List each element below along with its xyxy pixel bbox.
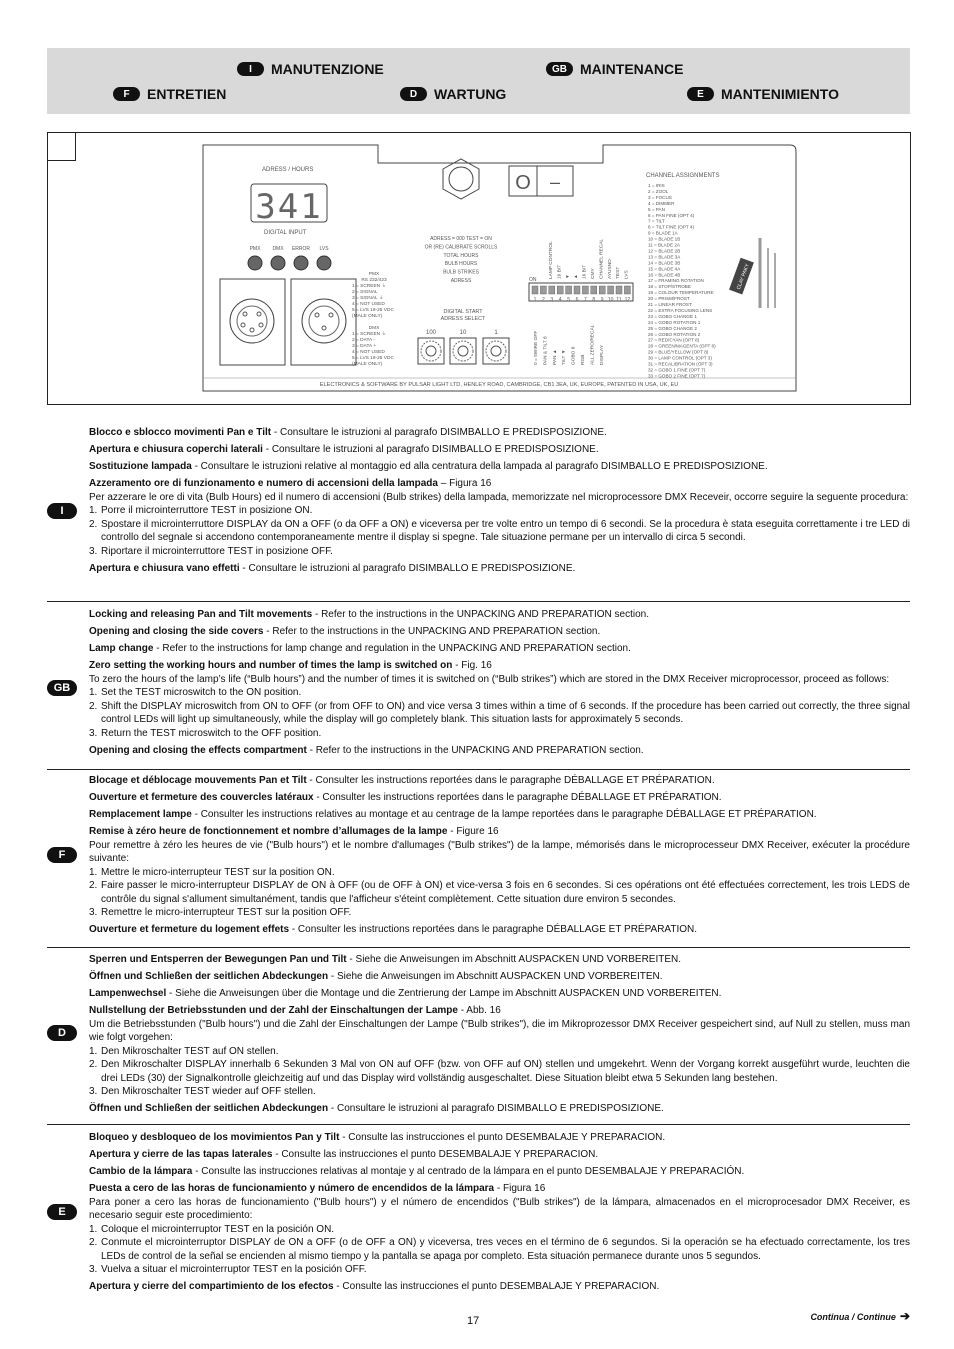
fuse-holder-nut bbox=[443, 159, 479, 199]
dip-function-label: LAMP CONTROL bbox=[549, 241, 554, 279]
instruction-heading: Öffnen und Schließen der seitlichen Abdeckungen bbox=[89, 971, 329, 982]
language-badge-fr: F bbox=[113, 87, 140, 101]
dip-switch bbox=[540, 286, 546, 294]
section-body bbox=[89, 608, 910, 761]
instruction-heading: Cambio de la lámpara bbox=[89, 1166, 193, 1177]
section-body bbox=[89, 774, 910, 940]
dip-function-label: ▲ bbox=[574, 274, 580, 279]
instruction-heading: Lamp change bbox=[89, 643, 154, 654]
step-number: 1. bbox=[89, 1045, 98, 1057]
dip-switch bbox=[557, 286, 563, 294]
instruction-text: - Refer to the instructions in the UNPACKING AND PREPARATION section. bbox=[263, 626, 601, 637]
pmx-pin-line: PMX bbox=[368, 272, 380, 277]
pmx-pin-line: (MALE ONLY) bbox=[352, 314, 383, 319]
procedure-steps bbox=[89, 866, 910, 920]
procedure-step bbox=[89, 866, 910, 880]
instruction-paragraph bbox=[89, 443, 910, 457]
instruction-heading: Blocco e sblocco movimenti Pan e Tilt bbox=[89, 427, 272, 438]
instruction-text: - Figura 16 bbox=[494, 1183, 546, 1194]
dip-option-label: RGB bbox=[581, 354, 586, 365]
step-number: 3. bbox=[89, 727, 98, 739]
instruction-heading: Nullstellung der Betriebsstunden und der Zahl der Einschaltungen der Lampe bbox=[89, 1005, 458, 1016]
header-item-it bbox=[237, 61, 384, 77]
page-number: 17 bbox=[467, 1315, 480, 1327]
step-number: 2. bbox=[89, 1237, 98, 1248]
instruction-paragraph bbox=[89, 1280, 910, 1294]
instruction-heading: Bloqueo y desbloqueo de los movimientos Pan y Tilt bbox=[89, 1132, 340, 1143]
step-number: 2. bbox=[89, 880, 98, 891]
instruction-paragraph bbox=[89, 825, 910, 839]
dip-option-label: 0 = 5WIRE OFF bbox=[534, 330, 539, 365]
dip-option-label: PAN ▲ bbox=[552, 349, 558, 365]
channel-assignment: 7 = TILT bbox=[648, 218, 665, 224]
instruction-text: - Consulter les instructions reportées dans le paragraphe DÉBALLAGE ET PRÉPARATION. bbox=[306, 775, 715, 786]
status-led bbox=[294, 256, 308, 270]
instruction-text: - Fig. 16 bbox=[452, 660, 492, 671]
header-item-es bbox=[687, 86, 839, 102]
led-label: PMX bbox=[249, 246, 261, 252]
procedure-step bbox=[89, 1058, 910, 1085]
instruction-heading: Sostituzione lampada bbox=[89, 461, 192, 472]
dip-option-label: TILT ▼ bbox=[562, 349, 568, 365]
step-text: Den Mikroschalter TEST wieder auf OFF stellen. bbox=[101, 1086, 316, 1097]
dip-option-label: PAN & TILT 8 bbox=[543, 336, 549, 365]
dip-number: 3 bbox=[550, 297, 554, 303]
procedure-intro: Pour remettre à zéro les heures de vie ("Bulb hours") et le nombre d'allumages ("Bulb strikes") de la lampe, mémorisés dans le microprocesseur DMX Receiver, exécuter la procédure suivante: bbox=[89, 839, 910, 864]
procedure-intro: Per azzerare le ore di vita (Bulb Hours) ed il numero di accensioni (Bulb strikes) della lampada, memorizzate nel microprocessore DMX Receveir, occorre seguire la seguente procedura: bbox=[89, 491, 909, 503]
instruction-text: - Consulter les instructions reportées dans le paragraphe DÉBALLAGE ET PRÉPARATION. bbox=[313, 792, 722, 803]
status-led bbox=[271, 256, 285, 270]
channel-assignment: 8 = TILT FINE (OPT 4) bbox=[648, 224, 694, 230]
channel-assignment: 4 = DIMMER bbox=[648, 200, 675, 206]
step-text: Riportare il microinterruttore TEST in posizione OFF. bbox=[101, 545, 333, 557]
dip-number: 1 bbox=[533, 297, 537, 303]
instruction-text: - Siehe die Anweisungen über die Montage und die Zentrierung der Lampe im Abschnitt AUSPACKEN UND VORBEREITEN. bbox=[166, 988, 722, 999]
dip-function-label: LVS bbox=[624, 270, 630, 279]
dip-option-label: DISPLAY bbox=[599, 345, 605, 365]
instruction-heading: Opening and closing the side covers bbox=[89, 626, 264, 637]
arrow-right-icon: ➔ bbox=[899, 1309, 910, 1323]
digital-start-line: ADRESS SELECT bbox=[440, 316, 486, 322]
dip-switch bbox=[591, 286, 597, 294]
channel-assignment: 16 = BLADE 4B bbox=[648, 272, 681, 278]
dip-switch bbox=[608, 286, 614, 294]
dmx-pin-line: 4 = NOT USED bbox=[352, 350, 385, 355]
instruction-text: - Consulte las instrucciones relativas al montaje y al centrado de la lámpara en el punto DESEMBALAJE Y PREPARACIÓN. bbox=[192, 1166, 745, 1177]
language-badge: F bbox=[47, 847, 77, 863]
procedure-step bbox=[89, 686, 910, 700]
dip-switch bbox=[532, 286, 538, 294]
channel-assignment: 23 = GOBO CHANGE 1 bbox=[648, 313, 697, 319]
dip-function-label: AYUSNO bbox=[607, 259, 613, 279]
instruction-heading: Zero setting the working hours and number of times the lamp is switched on bbox=[89, 660, 453, 671]
instruction-paragraph bbox=[89, 1148, 910, 1162]
instruction-heading: Ouverture et fermeture des couvercles latéraux bbox=[89, 792, 314, 803]
step-number: 2. bbox=[89, 518, 98, 530]
channel-assignment: 13 = BLADE 3A bbox=[648, 254, 681, 260]
channel-assignment: 29 = BLUE/YELLOW (OPT 8) bbox=[648, 349, 709, 355]
procedure-steps bbox=[89, 686, 910, 740]
instruction-text: - Siehe die Anweisungen im Abschnitt AUSPACKEN UND VORBEREITEN. bbox=[328, 971, 663, 982]
status-led bbox=[317, 256, 331, 270]
instruction-heading: Apertura e chiusura vano effetti bbox=[89, 562, 240, 574]
section-body bbox=[89, 1131, 910, 1297]
channel-assignment: 25 = GOBO CHANGE 2 bbox=[648, 325, 697, 331]
digital-start-line: DIGITAL START bbox=[443, 309, 483, 315]
instruction-text: - Consultare le istruzioni al paragrafo DISIMBALLO E PREDISPOSIZIONE. bbox=[271, 427, 607, 438]
instruction-heading: Apertura y cierre del compartimiento de los efectos bbox=[89, 1281, 334, 1292]
procedure-step bbox=[89, 1263, 910, 1277]
instruction-text: - Refer to the instructions in the UNPACKING AND PREPARATION section. bbox=[312, 609, 649, 620]
channel-assignment: 18 = STOP/STROBE bbox=[648, 284, 691, 290]
display-readout: 341 bbox=[255, 187, 323, 227]
continue-note bbox=[810, 1309, 910, 1323]
dip-switch bbox=[616, 286, 622, 294]
language-badge: I bbox=[47, 503, 77, 519]
clay-paky-stamp bbox=[729, 258, 754, 295]
procedure-step bbox=[89, 700, 910, 727]
dip-number: 6 bbox=[575, 297, 579, 303]
rotary-switch bbox=[483, 338, 509, 364]
channel-assignments-list bbox=[648, 183, 716, 378]
procedure-steps bbox=[89, 504, 910, 558]
dip-on-label: ON bbox=[529, 277, 537, 283]
channel-assignment: 28 = GREEN/MAGENTA (OPT 8) bbox=[648, 343, 716, 349]
channel-assignment: 10 = BLADE 1B bbox=[648, 236, 681, 242]
instruction-paragraph bbox=[89, 953, 910, 967]
dip-function-label: 16 BIT bbox=[557, 264, 563, 279]
adress-line: OR (RE) CALIBRATE SCROLLS bbox=[424, 244, 498, 251]
instruction-text: - Consultare le istruzioni relative al montaggio ed alla centratura della lampada al paragrafo DISIMBALLO E PREDISPOSIZIONE. bbox=[191, 461, 768, 472]
instruction-text: - Refer to the instructions in the UNPACKING AND PREPARATION section. bbox=[306, 744, 644, 756]
step-number: 3. bbox=[89, 1086, 98, 1097]
instruction-text: - Consulter les instructions reportées dans le paragraphe DÉBALLAGE ET PRÉPARATION. bbox=[289, 924, 698, 935]
instruction-text: - Abb. 16 bbox=[457, 1005, 501, 1016]
instruction-heading: Apertura e chiusura coperchi laterali bbox=[89, 444, 263, 455]
instruction-text: - Consulte las instrucciones el punto DESEMBALAJE Y PREPARACION. bbox=[339, 1132, 666, 1143]
pmx-pin-line: 4 = NOT USED bbox=[352, 302, 385, 307]
instruction-paragraph bbox=[89, 744, 910, 758]
instruction-text: - Siehe die Anweisungen im Abschnitt AUSPACKEN UND VORBEREITEN. bbox=[346, 954, 682, 965]
led-label: ERROR bbox=[291, 246, 311, 252]
channel-assignment: 6 = PAN FINE (OPT 4) bbox=[648, 212, 695, 218]
dip-number: 8 bbox=[592, 297, 596, 303]
dip-number: 12 bbox=[624, 297, 631, 303]
dip-switch bbox=[582, 286, 588, 294]
procedure-steps bbox=[89, 1223, 910, 1277]
dip-function-label: 16 BIT bbox=[582, 264, 588, 279]
section-divider bbox=[47, 769, 910, 770]
language-badge-gb: GB bbox=[546, 62, 573, 76]
channel-assignment: 9 = BLADE 1A bbox=[648, 230, 678, 236]
control-panel-figure bbox=[47, 132, 911, 405]
instruction-paragraph bbox=[89, 460, 910, 474]
step-text: Porre il microinterruttore TEST in posizione ON. bbox=[101, 505, 313, 516]
section-header bbox=[47, 48, 910, 114]
dip-option-label: ALL ZERO/RECAL bbox=[590, 324, 596, 365]
instruction-heading: Öffnen und Schließen der seitlichen Abdeckungen bbox=[89, 1103, 329, 1114]
channel-assignment: 26 = GOBO ROTATION 2 bbox=[648, 331, 701, 337]
dip-number: 10 bbox=[607, 297, 614, 303]
panel-footer-text: ELECTRONICS & SOFTWARE BY PULSAR LIGHT LTD, HENLEY ROAD, CAMBRIDGE, CB1 3EA, UK, EUROPE, PATENTED IN USA, UK, EU bbox=[319, 382, 679, 388]
dmx-pin-line: 5 = LVS 18-25 VDC bbox=[352, 356, 394, 361]
step-text: Spostare il microinterruttore DISPLAY da ON a OFF (o da OFF a ON) e viceversa per tre volte entro un tempo di 6 secondi. Se la procedura è stata eseguita correttamente i tre LED di controllo del segnale si accendono contemporaneamente mentre il display si spegne. Tale situazione permane per un intervallo di circa 5 secondi. bbox=[101, 518, 910, 543]
instruction-text: - Consultare le istruzioni al paragrafo DISIMBALLO E PREDISPOSIZIONE. bbox=[328, 1103, 664, 1114]
step-number: 2. bbox=[89, 1059, 98, 1070]
language-badge-it: I bbox=[237, 62, 264, 76]
rotary-switches bbox=[418, 330, 509, 364]
header-item-gb bbox=[546, 61, 683, 77]
procedure-intro: Um die Betriebsstunden ("Bulb hours") und die Zahl der Einschaltungen der Lampe ("Bulb strikes"), die im Mikroprozessor DMX Receiver gespeichert sind, auf Null zu stellen, muss man wie folgt vorgehen: bbox=[89, 1018, 910, 1043]
pmx-pinout-text bbox=[352, 271, 394, 319]
instruction-paragraph bbox=[89, 808, 910, 822]
instruction-heading: Apertura y cierre de las tapas laterales bbox=[89, 1149, 273, 1160]
channel-assignment: 24 = GOBO ROTATION 1 bbox=[648, 319, 701, 325]
section-divider bbox=[47, 1124, 910, 1125]
status-leds bbox=[248, 246, 331, 270]
channel-assignment: 31 = RECALIBRATION (OPT 3) bbox=[648, 361, 713, 367]
dmx-pin-line: 2 = DATA - bbox=[352, 338, 375, 343]
instruction-paragraph bbox=[89, 477, 910, 491]
step-number: 3. bbox=[89, 907, 98, 918]
language-badge: D bbox=[47, 1025, 77, 1041]
procedure-step bbox=[89, 545, 910, 559]
instruction-paragraph bbox=[89, 774, 910, 788]
dip-number: 2 bbox=[542, 297, 545, 303]
adress-hours-label: ADRESS / HOURS bbox=[262, 167, 314, 173]
instruction-paragraph bbox=[89, 1102, 910, 1116]
section-body bbox=[89, 953, 910, 1119]
instruction-heading: Blocage et déblocage mouvements Pan et Tilt bbox=[89, 775, 307, 786]
header-title-de: WARTUNG bbox=[434, 86, 507, 102]
channel-assignment: 3 = FOCUS bbox=[648, 194, 672, 200]
step-number: 1. bbox=[89, 687, 98, 698]
step-text: Conmute el microinterruptor DISPLAY de ON a OFF (o de OFF a ON) y viceversa, tres veces en el término de 6 segundos. Si la operación se ha efectuado correctamente, los tres LEDs de control de la señal se encienden al mismo tiempo y la pantalla se apaga por completo. Esta situación permanece durante unos 5 segundos. bbox=[101, 1237, 910, 1262]
header-title-it: MANUTENZIONE bbox=[271, 61, 384, 77]
instruction-heading: Ouverture et fermeture du logement effets bbox=[89, 924, 290, 935]
header-item-fr bbox=[113, 86, 226, 102]
channel-assignment: 17 = FRAMING ROTATION bbox=[648, 278, 704, 284]
instruction-heading: Sperren und Entsperren der Bewegungen Pan und Tilt bbox=[89, 954, 347, 965]
step-number: 3. bbox=[89, 545, 98, 557]
channel-assignment: 21 = LINEAR FROST bbox=[648, 302, 692, 307]
instruction-paragraph bbox=[89, 970, 910, 984]
dip-function-label: CHANNEL RECAL bbox=[599, 238, 605, 279]
instruction-paragraph bbox=[89, 659, 910, 673]
dip-number: 5 bbox=[567, 297, 570, 303]
dip-switch bbox=[624, 286, 630, 294]
dip-switch bbox=[574, 286, 580, 294]
channel-assignments-title: CHANNEL ASSIGNMENTS bbox=[646, 173, 720, 179]
instruction-heading: Remise à zéro heure de fonctionnement et nombre d’allumages de la lampe bbox=[89, 826, 448, 837]
dmx-pin-line: 3 = DATA + bbox=[352, 344, 377, 349]
instruction-paragraph bbox=[89, 608, 910, 622]
channel-assignment: 32 = GOBO 1 FINE (OPT 7) bbox=[648, 367, 706, 373]
section-body bbox=[89, 426, 910, 579]
adress-text-block bbox=[425, 236, 498, 284]
instruction-text: - Consultare le istruzioni al paragrafo DISIMBALLO E PREDISPOSIZIONE. bbox=[239, 562, 576, 574]
pmx-pin-line: 3 = SIGNAL ⏚ bbox=[352, 296, 384, 301]
instruction-paragraph bbox=[89, 642, 910, 656]
rotary-label: 1 bbox=[494, 330, 498, 336]
instruction-paragraph bbox=[89, 426, 910, 440]
header-title-gb: MAINTENANCE bbox=[580, 61, 684, 77]
continue-label: Continua / Continue bbox=[810, 1312, 896, 1322]
step-text: Shift the DISPLAY microswitch from ON to OFF (or from OFF to ON) and vice versa 3 times within a time of 6 seconds. If the procedure has been carried out correctly, the three signal control LEDs will light up simultaneously, while the display will go completely blank. This situation lasts for approximately 5 seconds. bbox=[101, 700, 910, 725]
channel-assignment: 15 = BLADE 4A bbox=[648, 266, 681, 272]
instruction-heading: Azzeramento ore di funzionamento e numero di accensioni della lampada bbox=[89, 478, 438, 489]
instruction-text: - Figure 16 bbox=[447, 826, 499, 837]
procedure-step bbox=[89, 518, 910, 545]
status-led bbox=[248, 256, 262, 270]
channel-assignment: 27 = RED/CYAN (OPT 8) bbox=[648, 337, 700, 343]
adress-line: ADRESS bbox=[450, 278, 472, 284]
instruction-text: - Consulte las instrucciones el punto DESEMBALAJE Y PREPARACION. bbox=[272, 1149, 599, 1160]
rotary-label: 100 bbox=[425, 330, 437, 336]
channel-assignment: 14 = BLADE 3B bbox=[648, 260, 681, 266]
dip-number: 4 bbox=[558, 297, 562, 303]
procedure-intro: Para poner a cero las horas de funcionamiento ("Bulb hours") y el número de encendidos ("Bulb strikes") de la lámpara, almacenados en el microprocesador DMX Receiver, es necesario seguir este procedimiento: bbox=[89, 1196, 910, 1221]
channel-assignment: 2 = ZOOL bbox=[648, 188, 669, 194]
step-number: 1. bbox=[89, 866, 98, 878]
digital-input-label: DIGITAL INPUT bbox=[264, 230, 307, 236]
procedure-step bbox=[89, 906, 910, 920]
svg-text:CLAY PAKY: CLAY PAKY bbox=[735, 263, 751, 291]
procedure-step bbox=[89, 879, 910, 906]
instruction-heading: Puesta a cero de las horas de funcionamiento y número de encendidos de la lámpara bbox=[89, 1183, 495, 1194]
step-number: 1. bbox=[89, 505, 98, 516]
step-text: Mettre le micro-interrupteur TEST sur la position ON. bbox=[101, 866, 335, 878]
pmx-pin-line: 2 = SIGNAL bbox=[352, 290, 378, 295]
procedure-step bbox=[89, 504, 910, 518]
language-badge-es: E bbox=[687, 87, 714, 101]
step-text: Faire passer le micro-interrupteur DISPLAY de ON à OFF (ou de OFF à ON) et vice-versa 3 fois en 6 secondes. Si ces opérations ont été effectuées correctement, les trois LEDS de contrôle du signal s'allument simultanément, tandis que l'afficheur s'éteint complètement. Cette situation dure environ 5 secondes. bbox=[101, 880, 910, 905]
instruction-paragraph bbox=[89, 562, 910, 576]
adress-line: BULB STRIKES bbox=[443, 269, 479, 276]
language-badge: GB bbox=[47, 680, 77, 696]
instruction-paragraph bbox=[89, 1182, 910, 1196]
channel-assignment: 5 = PAN bbox=[648, 206, 665, 212]
header-item-de bbox=[400, 86, 506, 102]
instruction-heading: Opening and closing the effects compartment bbox=[89, 744, 307, 756]
step-text: Coloque el microinterruptor TEST en la posición ON. bbox=[101, 1223, 335, 1235]
procedure-step bbox=[89, 1085, 910, 1099]
dip-number: 9 bbox=[600, 297, 604, 303]
step-number: 3. bbox=[89, 1264, 98, 1275]
led-label: LVS bbox=[319, 246, 329, 252]
dip-function-label: TEST bbox=[616, 266, 622, 279]
instruction-text: – Figura 16 bbox=[437, 478, 492, 489]
dmx-pin-line: (MALE ONLY) bbox=[352, 362, 383, 367]
instruction-heading: Locking and releasing Pan and Tilt movements bbox=[89, 609, 313, 620]
rotary-switch bbox=[450, 338, 476, 364]
dip-switch bbox=[599, 286, 605, 294]
header-title-es: MANTENIMIENTO bbox=[721, 86, 839, 102]
instruction-heading: Remplacement lampe bbox=[89, 809, 192, 820]
procedure-step bbox=[89, 1236, 910, 1263]
section-divider bbox=[47, 601, 910, 602]
panel-drawing bbox=[48, 133, 912, 406]
digital-start-text bbox=[441, 309, 486, 322]
step-text: Den Mikroschalter TEST auf ON stellen. bbox=[101, 1045, 279, 1057]
step-text: Vuelva a situar el microinterruptor TEST en la posición OFF. bbox=[101, 1264, 367, 1275]
procedure-steps bbox=[89, 1045, 910, 1099]
channel-assignment: 33 = GOBO 2 FINE (OPT 7) bbox=[648, 373, 706, 379]
pmx-pin-line: 1 = SCREEN ⏚ bbox=[352, 284, 387, 289]
channel-assignment: 1 = IRIS bbox=[648, 183, 665, 188]
instruction-paragraph bbox=[89, 1004, 910, 1018]
pmx-pin-line: 5 = LVS 18-25 VDC bbox=[352, 308, 394, 313]
switch-on-symbol: – bbox=[549, 172, 561, 192]
section-divider bbox=[47, 947, 910, 948]
dip-option-label: GOBO 8 bbox=[571, 346, 577, 365]
pmx-pin-line: RS 232/423 bbox=[361, 278, 387, 283]
switch-off-symbol: O bbox=[515, 172, 531, 194]
adress-line: BULB HOURS bbox=[444, 261, 478, 268]
instruction-paragraph bbox=[89, 791, 910, 805]
instruction-paragraph bbox=[89, 1165, 910, 1179]
dmx-pin-line: DMX bbox=[368, 326, 380, 331]
instruction-text: - Consulter les instructions relatives au montage et au centrage de la lampe reportées dans le paragraphe DÉBALLAGE ET PRÉPARATION. bbox=[191, 809, 817, 820]
side-label-lines bbox=[760, 238, 775, 308]
channel-assignment: 12 = BLADE 2B bbox=[648, 248, 681, 254]
adress-line: TOTAL HOURS bbox=[443, 252, 479, 259]
step-number: 1. bbox=[89, 1223, 98, 1235]
step-number: 2. bbox=[89, 700, 98, 712]
dip-number: 7 bbox=[584, 297, 587, 303]
dip-number: 11 bbox=[616, 297, 622, 303]
step-text: Den Mikroschalter DISPLAY innerhalb 6 Sekunden 3 Mal von ON auf OFF (bzw. von OFF auf ON) stellen und umgekehrt. Wenn der Vorgang korrekt ausgeführt wurde, leuchten die drei LEDs (30) der Signalkontrolle gleichzeitig auf und das Display wird vollständig ausgeschaltet. Diese Situation bleibt etwa 5 Sekunden lang bestehen. bbox=[101, 1059, 910, 1084]
rotary-switch bbox=[418, 338, 444, 364]
dip-switch bbox=[549, 286, 555, 294]
channel-assignment: 30 = LAMP CONTROL (OPT 3) bbox=[648, 355, 712, 361]
instruction-paragraph bbox=[89, 1131, 910, 1145]
step-text: Set the TEST microswitch to the ON position. bbox=[101, 687, 302, 698]
procedure-step bbox=[89, 727, 910, 741]
instruction-heading: Lampenwechsel bbox=[89, 988, 167, 999]
procedure-step bbox=[89, 1045, 910, 1059]
instruction-text: - Consultare le istruzioni al paragrafo DISIMBALLO E PREDISPOSIZIONE. bbox=[262, 444, 599, 455]
procedure-intro: To zero the hours of the lamp’s life (“Bulb hours”) and the number of times it is switched on (“Bulb strikes”) which are stored in the DMX Receiver microprocessor, proceed as follows: bbox=[89, 673, 890, 685]
dip-switch bbox=[566, 286, 572, 294]
header-title-fr: ENTRETIEN bbox=[147, 86, 227, 102]
dmx-pin-line: 1 = SCREEN ⏚ bbox=[352, 332, 387, 337]
instruction-paragraph bbox=[89, 923, 910, 937]
language-badge: E bbox=[47, 1204, 77, 1220]
channel-assignment: 22 = EXTRA FOCUSING LENS bbox=[648, 307, 713, 313]
instruction-text: - Consulte las instrucciones el punto DESEMBALAJE Y PREPARACION. bbox=[333, 1281, 660, 1292]
instruction-text: - Refer to the instructions for lamp change and regulation in the UNPACKING AND PREPARATION section. bbox=[153, 643, 631, 654]
language-badge-de: D bbox=[400, 87, 427, 101]
rotary-label: 10 bbox=[459, 330, 467, 336]
procedure-step bbox=[89, 1223, 910, 1237]
channel-assignment: 11 = BLADE 2A bbox=[648, 242, 680, 248]
dip-function-label: CMY bbox=[591, 268, 596, 279]
step-text: Return the TEST microswitch to the OFF position. bbox=[101, 727, 322, 739]
step-text: Remettre le micro-interrupteur TEST sur la position OFF. bbox=[101, 907, 352, 918]
led-label: DMX bbox=[272, 246, 284, 252]
adress-line: ADRESS = 000 TEST = ON bbox=[430, 236, 492, 242]
dmx-pinout-text bbox=[352, 325, 394, 367]
dip-function-label: ▼ bbox=[565, 274, 571, 279]
instruction-paragraph bbox=[89, 987, 910, 1001]
channel-assignment: 19 = COLOUR TEMPERATURE bbox=[648, 290, 714, 296]
instruction-paragraph bbox=[89, 625, 910, 639]
channel-assignment: 20 = PRISM/FROST bbox=[648, 296, 690, 302]
